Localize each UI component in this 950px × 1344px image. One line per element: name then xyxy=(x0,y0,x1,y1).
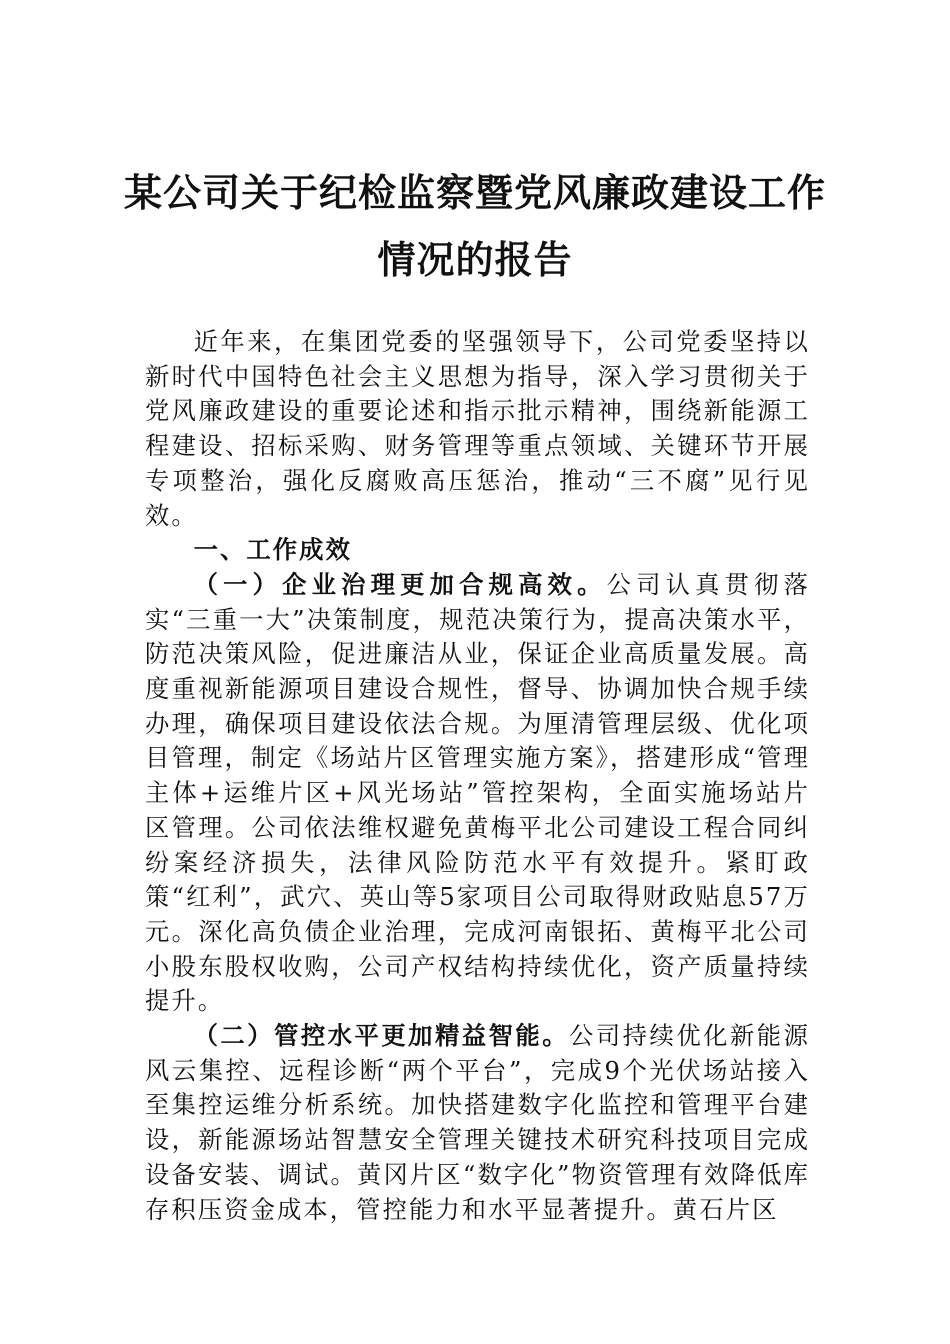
document-title-line-1: 某公司关于纪检监察暨党风廉政建设工作 xyxy=(123,170,826,215)
section-heading-work-results: 一、工作成效 xyxy=(193,535,352,565)
document-body xyxy=(145,325,810,1227)
subsection-2-text: 公司持续优化新能源风云集控、远程诊断“两个平台”，完成9个光伏场站接入至集控运维分析系统。加快搭建数字化监控和管理平台建设，新能源场站智慧安全管理关键技术研究科技项目完成设备安装、调试。黄冈片区“数字化”物资管理有效降低库存积压资金成本，管控能力和水平显著提升。黄石片区 xyxy=(145,1021,810,1224)
document-title-line-2: 情况的报告 xyxy=(377,237,573,282)
paragraph-subsection-1 xyxy=(145,568,810,1019)
subsection-1-text: 公司认真贯彻落实“三重一大”决策制度，规范决策行为，提高决策水平，防范决策风险，促进廉洁从业，保证企业高质量发展。高度重视新能源项目建设合规性，督导、协调加快合规手续办理，确保项目建设依法合规。为厘清管理层级、优化项目管理，制定《场站片区管理实施方案》，搭建形成“管理主体+运维片区+风光场站”管控架构，全面实施场站片区管理。公司依法维权避免黄梅平北公司建设工程合同纠纷案经济损失，法律风险防范水平有效提升。紧盯政策“红利”，武穴、英山等5家项目公司取得财政贴息57万元。深化高负债企业治理，完成河南银拓、黄梅平北公司小股东股权收购，公司产权结构持续优化，资产质量持续提升。 xyxy=(145,569,810,1016)
intro-paragraph: 近年来，在集团党委的坚强领导下，公司党委坚持以新时代中国特色社会主义思想为指导，深入学习贯彻关于党风廉政建设的重要论述和指示批示精神，围绕新能源工程建设、招标采购、财务管理等重点领域、关键环节开展专项整治，强化反腐败高压惩治，推动“三不腐”见行见效。 xyxy=(145,327,810,530)
subsection-1-lead: （一）企业治理更加合规高效。 xyxy=(193,569,607,599)
paragraph-subsection-2 xyxy=(145,1019,810,1227)
subsection-2-lead: （二）管控水平更加精益智能。 xyxy=(193,1021,570,1051)
